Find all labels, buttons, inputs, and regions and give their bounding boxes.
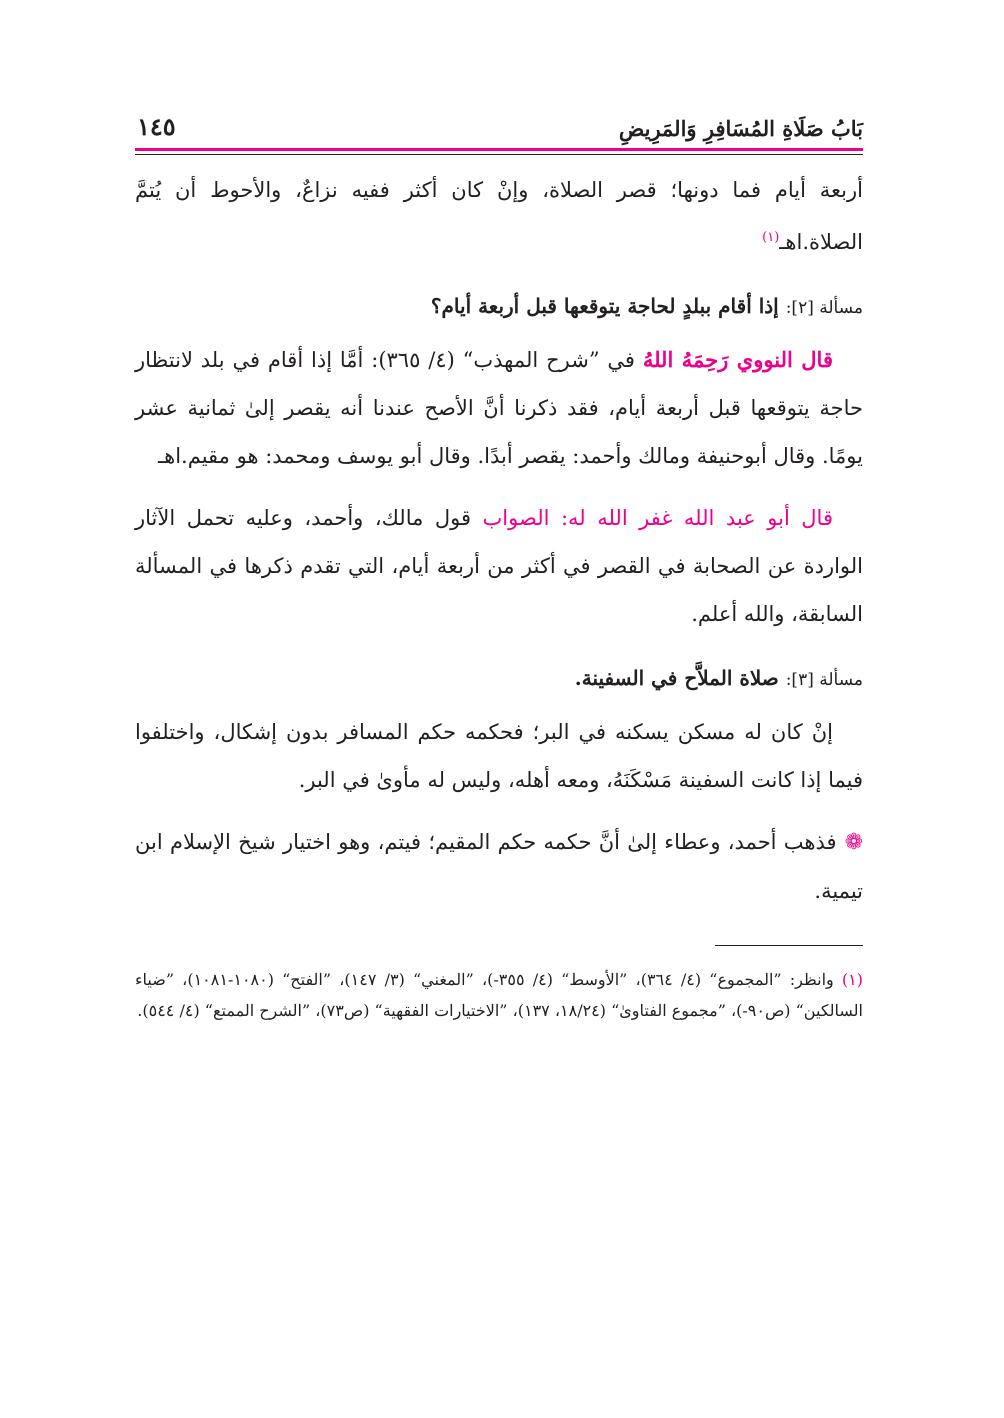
sailor-paragraph (135, 708, 863, 804)
issue-2-label: مسألة [٢]: (785, 298, 863, 318)
sailor-text: إنْ كان له مسكن يسكنه في البر؛ فحكمه حكم المسافر بدون إشكال، واختلفوا فيما إذا كانت السفينة مَسْكَنَهُ، ومعه أهله، وليس له مأوىٰ في البر. (135, 720, 863, 792)
footnote-1 (135, 964, 863, 1026)
footnotes (135, 964, 863, 1026)
footnote-text: وانظر: ”المجموع“ (٤/ ٣٦٤)، ”الأوسط“ (٤/ ٣٥٥-)، ”المغني“ (٣/ ١٤٧)، ”الفتح“ (١٠٨٠-١٠٨١)، ”ضياء السالكين“ (ص٩٠-)، ”مجموع الفتاوىٰ“ (١٨/٢٤، ١٣٧)، ”الاختيارات الفقهية“ (ص٧٣)، ”الشرح الممتع“ (٤/ ٥٤٤). (135, 970, 863, 1020)
author-speaker: قال أبو عبد الله غفر الله له: (560, 506, 833, 530)
page-number: ١٤٥ (137, 112, 176, 141)
correct-label: الصواب (482, 506, 550, 530)
issue-3-label: مسألة [٣]: (785, 670, 863, 690)
nawawi-text: في ”شرح المهذب“ (٤/ ٣٦٥): أمَّا إذا أقام في بلد لانتظار حاجة يتوقعها قبل أربعة أيام، فقد ذكرنا أنَّ الأصح عندنا أنه يقصر إلىٰ ثمانية عشر يومًا. وقال أبوحنيفة ومالك وأحمد: يقصر أبدًا. وقال أبو يوسف ومحمد: هو مقيم.اهـ (135, 348, 863, 468)
issue-2-heading (135, 288, 863, 326)
issue-3-heading (135, 660, 863, 698)
nawawi-speaker: قال النووي رَحِمَهُ اللهُ (642, 347, 833, 372)
footnote-ref: (١) (762, 230, 780, 245)
running-title: بَابُ صَلَاةِ المُسَافِرِ وَالمَرِيضِ (618, 116, 863, 141)
page-body (135, 166, 863, 1026)
intro-text: أربعة أيام فما دونها؛ قصر الصلاة، وإنْ كان أكثر ففيه نزاعٌ، والأحوط أن يُتمَّ الصلاة.اهـ (135, 178, 863, 254)
header-rule-accent (135, 148, 863, 151)
issue-3-title: صلاة الملاَّح في السفينة. (574, 666, 779, 690)
author-paragraph (135, 494, 863, 638)
ahmad-paragraph (135, 818, 863, 915)
nawawi-paragraph (135, 336, 863, 480)
footnote-separator (715, 945, 863, 946)
intro-paragraph (135, 166, 863, 266)
header-rule (135, 154, 863, 155)
footnote-mark: (١) (841, 970, 863, 989)
author-text: قول مالك، وأحمد، وعليه تحمل الآثار الواردة عن الصحابة في القصر في أكثر من أربعة أيام، التي تقدم ذكرها في المسألة السابقة، والله أعلم. (135, 506, 863, 626)
book-page (135, 108, 863, 1026)
spacer (135, 480, 863, 494)
page-header (135, 108, 863, 148)
flower-ornament-icon: ❁ (844, 830, 863, 855)
ahmad-text: فذهب أحمد، وعطاء إلىٰ أنَّ حكمه حكم المقيم؛ فيتم، وهو اختيار شيخ الإسلام ابن تيمية. (135, 830, 863, 903)
spacer (135, 804, 863, 818)
issue-2-title: إذا أقام ببلدٍ لحاجة يتوقعها قبل أربعة أيام؟ (430, 294, 779, 318)
